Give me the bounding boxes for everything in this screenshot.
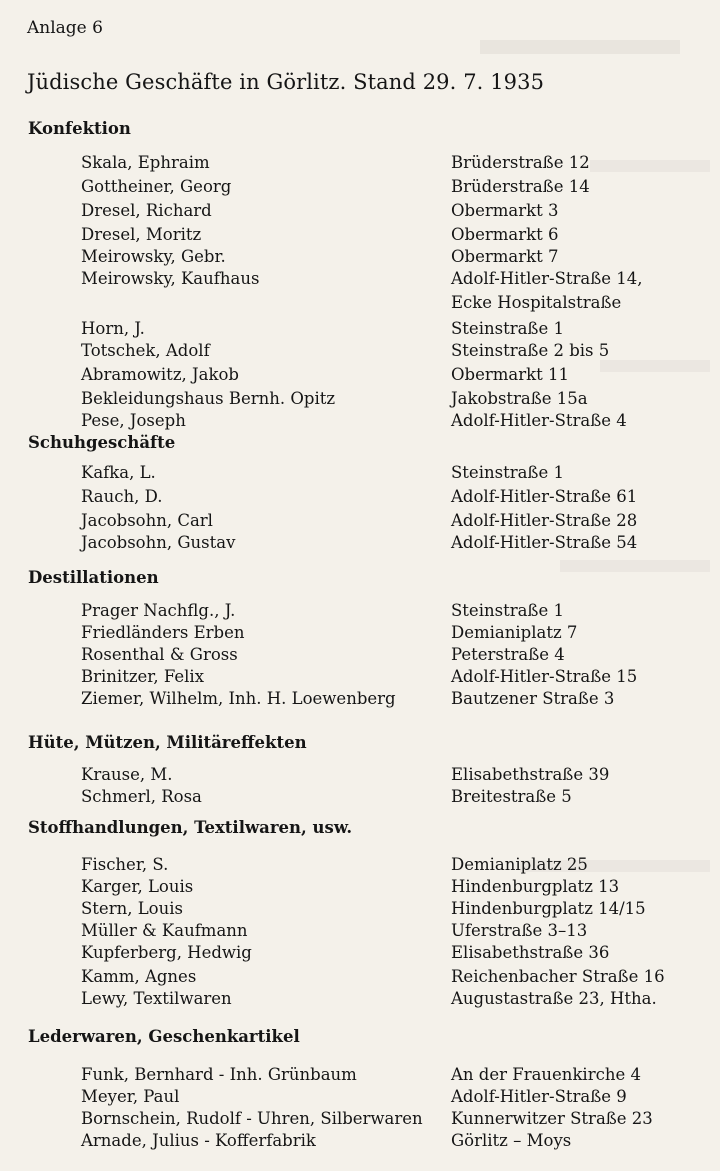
list-item: [0, 966, 720, 990]
business-name: Schmerl, Rosa: [81, 787, 202, 806]
business-address: Steinstraße 1: [451, 319, 564, 338]
business-name: Jacobsohn, Gustav: [81, 533, 236, 552]
business-address: Obermarkt 7: [451, 247, 559, 266]
business-address: Uferstraße 3–13: [451, 921, 588, 940]
annex-label: Anlage 6: [27, 18, 103, 38]
business-name: Funk, Bernhard - Inh. Grünbaum: [81, 1065, 357, 1084]
business-address: Demianiplatz 7: [451, 623, 578, 642]
business-address: Adolf-Hitler-Straße 9: [451, 1087, 627, 1106]
list-item: [0, 1086, 720, 1110]
business-name: Stern, Louis: [81, 899, 183, 918]
business-name: Rauch, D.: [81, 487, 163, 506]
list-item: [0, 152, 720, 176]
business-name: Brinitzer, Felix: [81, 667, 205, 686]
business-address: Brüderstraße 14: [451, 177, 590, 196]
list-item: [0, 622, 720, 646]
list-item: [0, 532, 720, 556]
business-name: Kupferberg, Hedwig: [81, 943, 252, 962]
business-name: Ziemer, Wilhelm, Inh. H. Loewenberg: [81, 689, 396, 708]
list-item: [0, 898, 720, 922]
list-item: [0, 600, 720, 624]
business-address: Elisabethstraße 36: [451, 943, 610, 962]
list-item: [0, 364, 720, 388]
business-name: Müller & Kaufmann: [81, 921, 248, 940]
business-address: Hindenburgplatz 14/15: [451, 899, 646, 918]
business-address: Reichenbacher Straße 16: [451, 967, 665, 986]
business-address: Adolf-Hitler-Straße 28: [451, 511, 638, 530]
business-name: Pese, Joseph: [81, 411, 186, 430]
business-name: Prager Nachflg., J.: [81, 601, 236, 620]
business-name: Fischer, S.: [81, 855, 169, 874]
business-address: Bautzener Straße 3: [451, 689, 615, 708]
list-item: [0, 246, 720, 270]
business-name: Meirowsky, Kaufhaus: [81, 269, 260, 288]
list-item: [0, 388, 720, 412]
business-name: Krause, M.: [81, 765, 173, 784]
list-item: [0, 510, 720, 534]
business-address: Steinstraße 1: [451, 601, 564, 620]
business-name: Meyer, Paul: [81, 1087, 180, 1106]
list-item: [0, 764, 720, 788]
list-item: [0, 410, 720, 434]
business-address: Obermarkt 3: [451, 201, 559, 220]
business-address: Obermarkt 6: [451, 225, 559, 244]
business-name: Bekleidungshaus Bernh. Opitz: [81, 389, 336, 408]
list-item: [0, 1108, 720, 1132]
section-heading-lederwaren: Lederwaren, Geschenkartikel: [28, 1027, 300, 1046]
business-name: Friedländers Erben: [81, 623, 245, 642]
business-name: Abramowitz, Jakob: [81, 365, 239, 384]
list-item: [0, 462, 720, 486]
business-name: Meirowsky, Gebr.: [81, 247, 226, 266]
business-address: Adolf-Hitler-Straße 54: [451, 533, 638, 552]
business-address: Ecke Hospitalstraße: [451, 293, 622, 312]
business-name: Kafka, L.: [81, 463, 156, 482]
list-item: [0, 854, 720, 878]
business-name: Dresel, Richard: [81, 201, 212, 220]
list-item: [0, 920, 720, 944]
list-item: [0, 268, 720, 292]
business-address: An der Frauenkirche 4: [451, 1065, 641, 1084]
list-item: [0, 1064, 720, 1088]
business-address: Demianiplatz 25: [451, 855, 588, 874]
business-name: Kamm, Agnes: [81, 967, 197, 986]
list-item: [0, 176, 720, 200]
section-heading-destillationen: Destillationen: [28, 568, 159, 587]
business-name: Rosenthal & Gross: [81, 645, 238, 664]
list-item: [0, 486, 720, 510]
list-item: [0, 942, 720, 966]
list-item: [0, 688, 720, 712]
business-address: Peterstraße 4: [451, 645, 565, 664]
section-heading-stoffhandlungen: Stoffhandlungen, Textilwaren, usw.: [28, 818, 353, 837]
business-address: Elisabethstraße 39: [451, 765, 610, 784]
document-title: Jüdische Geschäfte in Görlitz. Stand 29. 7. 1935: [27, 70, 545, 94]
business-address: Steinstraße 1: [451, 463, 564, 482]
business-name: Dresel, Moritz: [81, 225, 202, 244]
business-address: Jakobstraße 15a: [451, 389, 588, 408]
section-heading-schuhgeschaefte: Schuhgeschäfte: [28, 433, 176, 452]
business-name: Totschek, Adolf: [81, 341, 210, 360]
list-item: [0, 876, 720, 900]
business-address: Görlitz – Moys: [451, 1131, 572, 1150]
business-address: Breitestraße 5: [451, 787, 572, 806]
business-address: Augustastraße 23, Htha.: [451, 989, 657, 1008]
business-address: Adolf-Hitler-Straße 61: [451, 487, 638, 506]
business-name: Arnade, Julius - Kofferfabrik: [81, 1131, 316, 1150]
business-name: Skala, Ephraim: [81, 153, 210, 172]
business-name: Lewy, Textilwaren: [81, 989, 232, 1008]
list-item: [0, 644, 720, 668]
list-item: [0, 318, 720, 342]
business-address: Adolf-Hitler-Straße 4: [451, 411, 627, 430]
business-name: Gottheiner, Georg: [81, 177, 232, 196]
list-item: [0, 988, 720, 1012]
list-item: [0, 224, 720, 248]
business-address: Kunnerwitzer Straße 23: [451, 1109, 653, 1128]
business-address: Hindenburgplatz 13: [451, 877, 620, 896]
business-address: Brüderstraße 12: [451, 153, 590, 172]
business-address: Adolf-Hitler-Straße 14,: [451, 269, 643, 288]
business-name: Bornschein, Rudolf - Uhren, Silberwaren: [81, 1109, 423, 1128]
list-item: [0, 200, 720, 224]
business-name: Horn, J.: [81, 319, 145, 338]
list-item: [0, 340, 720, 364]
business-address: Adolf-Hitler-Straße 15: [451, 667, 638, 686]
list-item: [0, 786, 720, 810]
business-name: Karger, Louis: [81, 877, 194, 896]
business-address: Steinstraße 2 bis 5: [451, 341, 610, 360]
section-heading-konfektion: Konfektion: [28, 119, 131, 138]
business-name: Jacobsohn, Carl: [81, 511, 213, 530]
section-heading-huete: Hüte, Mützen, Militäreffekten: [28, 733, 307, 752]
list-item: [0, 292, 720, 316]
list-item: [0, 1130, 720, 1154]
business-address: Obermarkt 11: [451, 365, 569, 384]
list-item: [0, 666, 720, 690]
